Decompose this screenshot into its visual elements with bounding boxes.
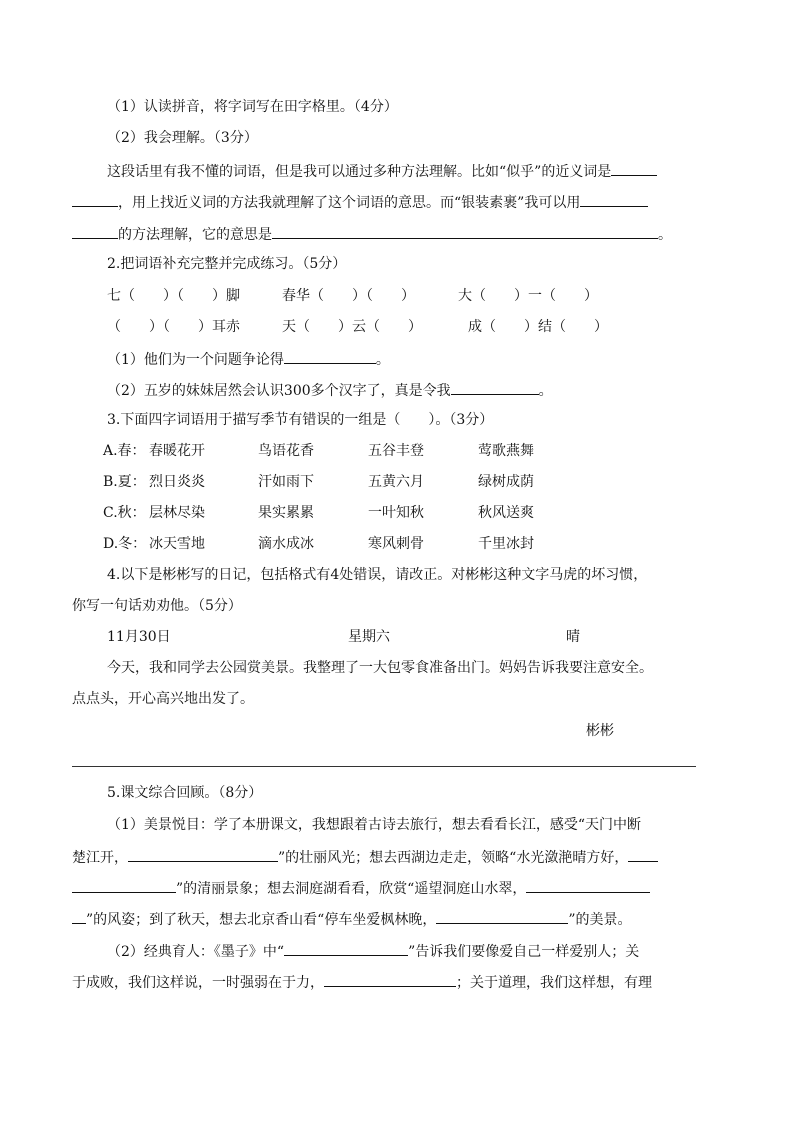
answer-blank[interactable] (611, 160, 657, 176)
answer-blank[interactable] (310, 316, 338, 331)
answer-blank[interactable] (324, 285, 352, 300)
idiom-fill: 七（ ）（ ）脚 (107, 285, 240, 306)
answer-blank[interactable] (121, 316, 149, 331)
option-word: 汗如雨下 (258, 474, 314, 490)
answer-blank[interactable] (135, 285, 163, 300)
answer-blank[interactable] (184, 285, 212, 300)
question-5-sub-1-line: ”的清丽景象；想去洞庭湖看看，欣赏“遥望洞庭山水翠， (72, 877, 650, 899)
answer-blank[interactable] (284, 940, 408, 956)
idiom-fill: 春华（ ）（ ） (282, 285, 415, 306)
idiom-fill: 天（ ）云（ ） (282, 316, 422, 337)
option-word: 绿树成荫 (478, 474, 534, 490)
question-5-sub-1-line: ”的风姿；到了秋天，想去北京香山看“停车坐爱枫林晚， ”的美景。 (72, 908, 632, 930)
question-4-title: 4.以下是彬彬写的日记，包括格式有4处错误，请改正。对彬彬这种文字马虎的坏习惯， (107, 567, 648, 583)
question-5-title: 5.课文综合回顾。（8分） (107, 785, 263, 801)
diary-body-cont: 点点头，开心高兴地出发了。 (72, 691, 254, 707)
question-2-sub-1: （1）他们为一个问题争论得 。 (107, 348, 390, 370)
option-label: B.夏： (103, 474, 146, 490)
option-word: 冰天雪地 (149, 536, 205, 552)
answer-blank[interactable] (580, 191, 648, 207)
idiom-fill: （ ）（ ）耳赤 (107, 316, 240, 337)
answer-blank[interactable] (72, 223, 118, 239)
answer-blank[interactable] (272, 223, 658, 239)
answer-blank[interactable] (373, 285, 401, 300)
option-word: 一叶知秋 (368, 505, 424, 521)
diary-date: 11月30日 (107, 629, 171, 645)
answer-blank[interactable] (72, 877, 176, 893)
question-2-sub-2: （2）五岁的妹妹居然会认识300多个汉字了，真是令我 。 (107, 379, 553, 401)
answer-blank[interactable] (436, 908, 568, 924)
option-word: 烈日炎炎 (149, 474, 205, 490)
option-label: C.秋： (103, 505, 146, 521)
answer-blank[interactable] (284, 348, 376, 364)
question-1-2: （2）我会理解。（3分） (107, 130, 258, 146)
option-word: 鸟语花香 (258, 443, 314, 459)
paragraph-line: ，用上找近义词的方法我就理解了这个词语的意思。而“银装素裹”我可以用 (72, 191, 648, 213)
question-5-sub-2-line: 于成败，我们这样说，一时强弱在于力， ；关于道理，我们这样想，有理 (72, 971, 652, 993)
option-label: D.冬： (103, 536, 147, 552)
paragraph-line: 这段话里有我不懂的词语，但是我可以通过多种方法理解。比如“似乎”的近义词是 (107, 160, 657, 182)
option-word: 莺歌燕舞 (478, 443, 534, 459)
diary-signature: 彬彬 (586, 723, 614, 739)
answer-blank[interactable] (72, 908, 86, 924)
answer-blank[interactable] (628, 846, 658, 862)
question-5-sub-2: （2）经典育人：《墨子》中“ ”告诉我们要像爱自己一样爱别人；关 (107, 940, 639, 962)
option-word: 秋风送爽 (478, 505, 534, 521)
diary-weather: 晴 (566, 629, 580, 645)
answer-blank[interactable] (526, 877, 650, 893)
question-2-title: 2.把词语补充完整并完成练习。（5分） (107, 256, 347, 272)
question-4-title-cont: 你写一句话劝劝他。（5分） (72, 598, 242, 614)
option-word: 寒风刺骨 (368, 536, 424, 552)
idiom-fill: 成（ ）结（ ） (468, 316, 608, 337)
option-word: 层林尽染 (149, 505, 205, 521)
option-word: 滴水成冰 (258, 536, 314, 552)
option-label: A.春： (103, 443, 146, 459)
option-word: 千里冰封 (478, 536, 534, 552)
answer-blank[interactable] (566, 316, 594, 331)
answer-blank[interactable] (128, 846, 278, 862)
answer-blank[interactable] (380, 316, 408, 331)
question-5-sub-1: （1）美景悦目：学了本册课文，我想跟着古诗去旅行，想去看看长江，感受“天门中断 (107, 817, 642, 833)
answer-blank[interactable] (451, 379, 539, 395)
diary-body: 今天，我和同学去公园赏美景。我整理了一大包零食准备出门。妈妈告诉我要注意安全。 (107, 660, 653, 676)
answer-blank[interactable] (170, 316, 198, 331)
answer-blank[interactable] (556, 285, 584, 300)
question-3-title: 3.下面四字词语用于描写季节有错误的一组是（ ）。（3分） (107, 412, 494, 428)
answer-blank[interactable] (72, 191, 118, 207)
idiom-fill: 大（ ）一（ ） (458, 285, 598, 306)
question-5-sub-1-line: 楚江开， ”的壮丽风光；想去西湖边走走，领略“水光潋滟晴方好， (72, 846, 658, 868)
diary-weekday: 星期六 (348, 629, 390, 645)
answer-blank[interactable] (486, 285, 514, 300)
answer-blank[interactable] (496, 316, 524, 331)
option-word: 五谷丰登 (368, 443, 424, 459)
option-word: 春暖花开 (149, 443, 205, 459)
answer-line[interactable] (72, 766, 696, 767)
question-1-1: （1）认读拼音，将字词写在田字格里。（4分） (107, 99, 398, 115)
option-word: 五黄六月 (368, 474, 424, 490)
answer-blank[interactable] (324, 971, 456, 987)
paragraph-line: 的方法理解，它的意思是 。 (72, 223, 672, 245)
option-word: 果实累累 (258, 505, 314, 521)
